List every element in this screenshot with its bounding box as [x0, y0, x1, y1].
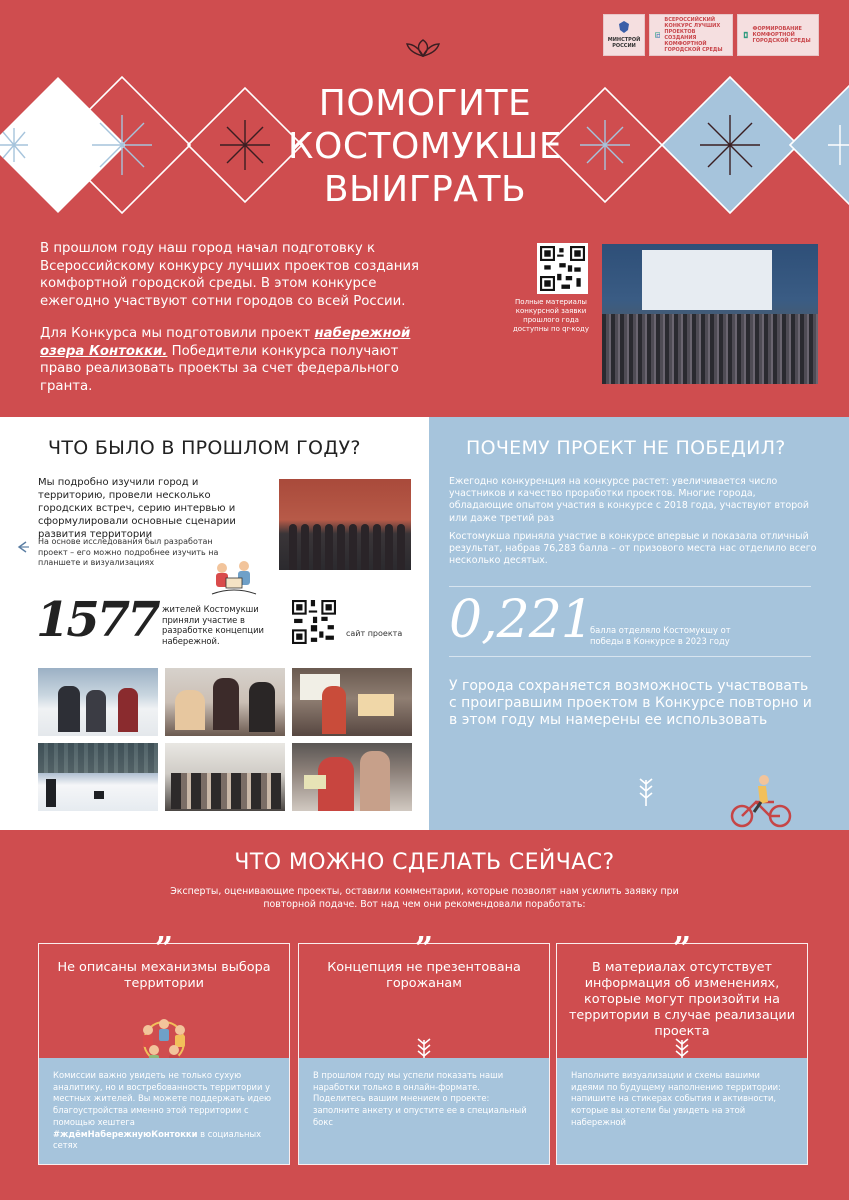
card-title: Не описаны механизмы выбора территории	[57, 960, 271, 991]
photo-gallery	[38, 668, 411, 811]
arrow-left-icon	[16, 540, 30, 554]
people-illustration-icon	[208, 558, 260, 598]
divider	[449, 656, 811, 657]
recommendation-card-3	[556, 929, 808, 1165]
contest-ceremony-photo	[602, 244, 818, 384]
now-subtitle: Эксперты, оценивающие проекты, оставили комментарии, которые позволят нам усилить заявку при повторной подаче. Вот над чем они рекомендовали поработать:	[170, 886, 679, 910]
qr-code-materials[interactable]	[537, 243, 588, 294]
card-body: Наполните визуализации и схемы вашими идеями по будущему наполнению территории: напишите на стикерах события и активности, которые вы хотели бы увидеть на этой набережной	[557, 1058, 807, 1164]
score-gap: 0,221	[449, 590, 593, 650]
lotus-icon	[403, 38, 443, 60]
quote-icon: ”	[672, 929, 692, 967]
score-desc: балла отделяло Костомукшу от победы в Конкурсе в 2023 году	[590, 625, 731, 646]
divider	[449, 586, 811, 587]
recommendation-card-1	[38, 929, 290, 1165]
partner-logos	[603, 14, 819, 56]
emblem-icon	[619, 21, 629, 33]
intro-text	[40, 240, 440, 410]
project-mark-icon	[743, 25, 749, 45]
gallery-photo	[165, 668, 285, 736]
card-body: Комиссии важно увидеть не только сухую аналитику, но и востребованность территории у местных жителей. Вы можете поддержать идею благоустройства именно этой территории с помощью хештега #ждёмНабережнуюКонтокки в социальных сетях	[39, 1058, 289, 1164]
card-body: В прошлом году мы успели показать наши наработки только в онлайн-формате. Поделитесь вашим мнением о проекте: заполните анкету и опустите ее в специальный бокс	[299, 1058, 549, 1164]
gallery-photo	[292, 668, 412, 736]
why-not-conclusion: У города сохраняется возможность участвовать с проигравшим проектом в Конкурсе повторно и в этом году мы намерены ее использовать	[449, 678, 812, 728]
minstroy-logo: МИНСТРОЙ РОССИИ	[603, 14, 645, 56]
intro-paragraph-1: В прошлом году наш город начал подготовку к Всероссийскому конкурсу лучших проектов создания комфортной городской среды. В этом конкурсе ежегодно участвуют сотни городов со всей России.	[40, 241, 420, 309]
embankment-link[interactable]: набережной озера Контокки.	[40, 326, 411, 359]
intro-paragraph-2: Для Конкурса мы подготовили проект набережной озера Контокки. Победители конкурса получают право реализовать проекты за счет федерального гранта.	[40, 326, 411, 394]
last-year-heading: ЧТО БЫЛО В ПРОШЛОМ ГОДУ?	[48, 437, 361, 459]
last-year-note: На основе исследования был разработан проект – его можно подробнее изучить на планшете и визуализациях	[38, 537, 219, 567]
quote-icon: ”	[414, 929, 434, 967]
residents-desc: жителей Костомукши приняли участие в разработке концепции набережной.	[162, 604, 264, 646]
quote-icon: ”	[154, 929, 174, 967]
gallery-photo	[38, 668, 158, 736]
qr-code-site[interactable]	[290, 598, 338, 646]
contest-logo: ВСЕРОССИЙСКИЙ КОНКУРС ЛУЧШИХ ПРОЕКТОВ СОЗДАНИЯ КОМФОРТНОЙ ГОРОДСКОЙ СРЕДЫ	[649, 14, 733, 56]
gallery-photo	[292, 743, 412, 811]
comfort-environment-logo: ФОРМИРОВАНИЕ КОМФОРТНОЙ ГОРОДСКОЙ СРЕДЫ	[737, 14, 819, 56]
why-not-text-2: Костомукша приняла участие в конкурсе впервые и показала отличный результат, набрав 76,283 балла – от призового места нас отделило всего несколько десятых.	[449, 531, 817, 567]
card-title: В материалах отсутствует информация об изменениях, которые могут произойти на территории в случае реализации проекта	[568, 960, 796, 1039]
page-title: ПОМОГИТЕ КОСТОМУКШЕ ВЫИГРАТЬ	[287, 83, 563, 210]
site-label: сайт проекта	[346, 629, 403, 638]
hashtag[interactable]: #ждёмНабережнуюКонтокки	[53, 1128, 198, 1139]
recommendation-card-2	[298, 929, 550, 1165]
wheat-icon	[637, 774, 655, 808]
gallery-photo	[165, 743, 285, 811]
cyclist-icon	[730, 772, 792, 828]
contest-mark-icon	[655, 23, 660, 47]
last-year-text: Мы подробно изучили город и территорию, провели несколько городских встреч, серию интервью и сформулировали основные сценарии развития территории	[38, 477, 236, 540]
now-heading: ЧТО МОЖНО СДЕЛАТЬ СЕЙЧАС?	[234, 850, 615, 875]
team-photo	[279, 479, 411, 570]
qr-note: Полные материалы конкурсной заявки прошлого года доступны по qr-коду	[512, 298, 590, 333]
card-title: Концепция не презентована горожанам	[327, 960, 521, 991]
why-not-text-1: Ежегодно конкуренция на конкурсе растет: увеличивается число участников и качество проработки проектов. Многие города, обладающие опытом участия в конкурсе с 2018 года, участвуют второй или даже третий раз	[449, 476, 809, 524]
qr-icon	[540, 246, 585, 291]
residents-count: 1577	[36, 592, 158, 648]
why-not-heading: ПОЧЕМУ ПРОЕКТ НЕ ПОБЕДИЛ?	[466, 437, 786, 459]
qr-icon	[292, 600, 336, 644]
gallery-photo	[38, 743, 158, 811]
